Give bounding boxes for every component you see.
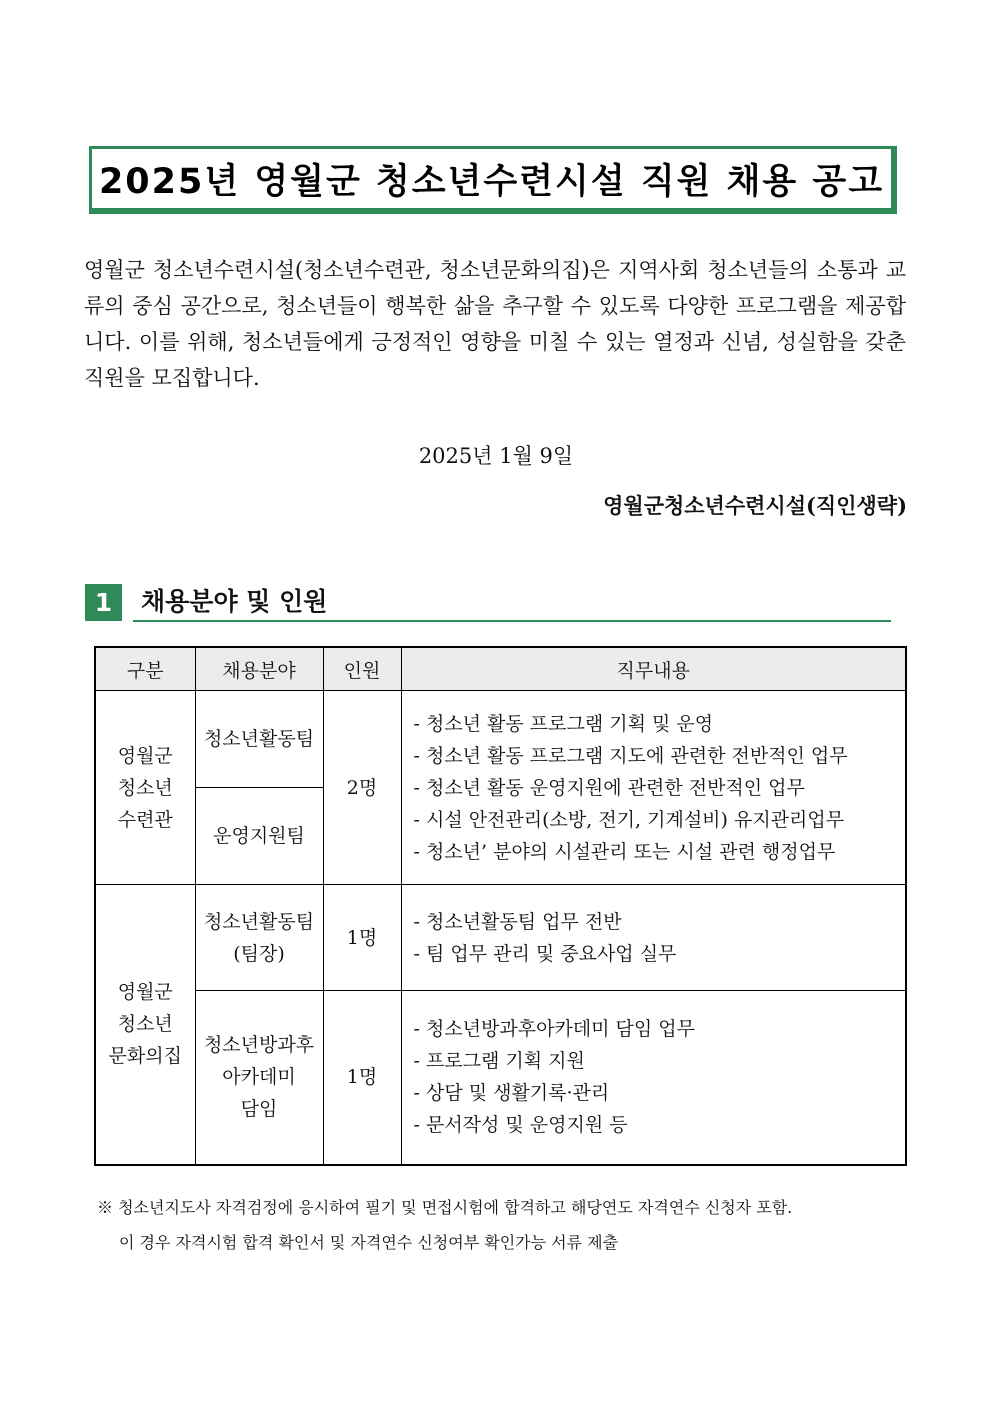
note-line: 이 경우 자격시험 합격 확인서 및 자격연수 신청여부 확인가능 서류 제출 xyxy=(119,1233,619,1252)
section-number: 1 xyxy=(85,584,122,621)
header-duties: 직무내용 xyxy=(401,647,906,691)
field-cell: 청소년방과후 아카데미 담임 xyxy=(195,991,323,1165)
duty-item: - 청소년방과후아카데미 담임 업무 xyxy=(413,1018,695,1041)
duty-item: - 시설 안전관리(소방, 전기, 기계설비) 유지관리업무 xyxy=(413,808,845,831)
header-category: 구분 xyxy=(95,647,195,691)
duty-item: - 청소년 활동 운영지원에 관련한 전반적인 업무 xyxy=(413,776,805,799)
duty-item: - 상담 및 생활기록·관리 xyxy=(413,1082,610,1105)
header-count: 인원 xyxy=(323,647,401,691)
count-cell: 2명 xyxy=(323,691,401,885)
duty-item: - 청소년’ 분야의 시설관리 또는 시설 관련 행정업무 xyxy=(413,840,836,863)
duty-item: - 프로그램 기획 지원 xyxy=(413,1050,585,1073)
duty-item: - 청소년 활동 프로그램 지도에 관련한 전반적인 업무 xyxy=(413,744,848,767)
document-title: 2025년 영월군 청소년수련시설 직원 채용 공고 xyxy=(98,161,885,202)
intro-paragraph: 영월군 청소년수련시설(청소년수련관, 청소년문화의집)은 지역사회 청소년들의 소통과 교류의 중심 공간으로, 청소년들이 행복한 삶을 추구할 수 있도록 다양한 프로그램을 제공합니다. 이를 위해, 청소년들에게 긍정적인 영향을 미칠 수 있는 열정과 신념, 성실함을 갖춘 직원을 모집합니다. xyxy=(84,258,906,390)
duties-cell xyxy=(401,991,906,1165)
header-field: 채용분야 xyxy=(195,647,323,691)
duty-item: - 문서작성 및 운영지원 등 xyxy=(413,1114,628,1137)
field-cell: 청소년활동팀 xyxy=(195,691,323,788)
table-header-row xyxy=(95,647,906,691)
count-cell: 1명 xyxy=(323,885,401,991)
center-name: 영월군 청소년 문화의집 xyxy=(95,885,195,1165)
duty-item: - 청소년 활동 프로그램 기획 및 운영 xyxy=(413,712,714,735)
field-cell: 청소년활동팀 (팀장) xyxy=(195,885,323,991)
table-row xyxy=(95,691,906,788)
note-line: ※ 청소년지도사 자격검정에 응시하여 필기 및 면접시험에 합격하고 해당연도 자격연수 신청자 포함. xyxy=(97,1198,793,1217)
center-name: 영월군 청소년 수련관 xyxy=(95,691,195,885)
count-cell: 1명 xyxy=(323,991,401,1165)
field-cell: 운영지원팀 xyxy=(195,788,323,885)
recruitment-table xyxy=(94,646,907,1166)
table-row xyxy=(95,991,906,1165)
organization-name: 영월군청소년수련시설(직인생략) xyxy=(603,493,907,518)
table-row xyxy=(95,885,906,991)
duty-item: - 청소년활동팀 업무 전반 xyxy=(413,910,622,933)
duty-item: - 팀 업무 관리 및 중요사업 실무 xyxy=(413,942,677,965)
title-box xyxy=(89,146,897,214)
notes xyxy=(97,1190,792,1260)
section-heading xyxy=(85,584,891,624)
duties-cell xyxy=(401,691,906,885)
section-title: 채용분야 및 인원 xyxy=(133,584,891,622)
announcement-date: 2025년 1월 9일 xyxy=(418,444,574,468)
duties-cell xyxy=(401,885,906,991)
